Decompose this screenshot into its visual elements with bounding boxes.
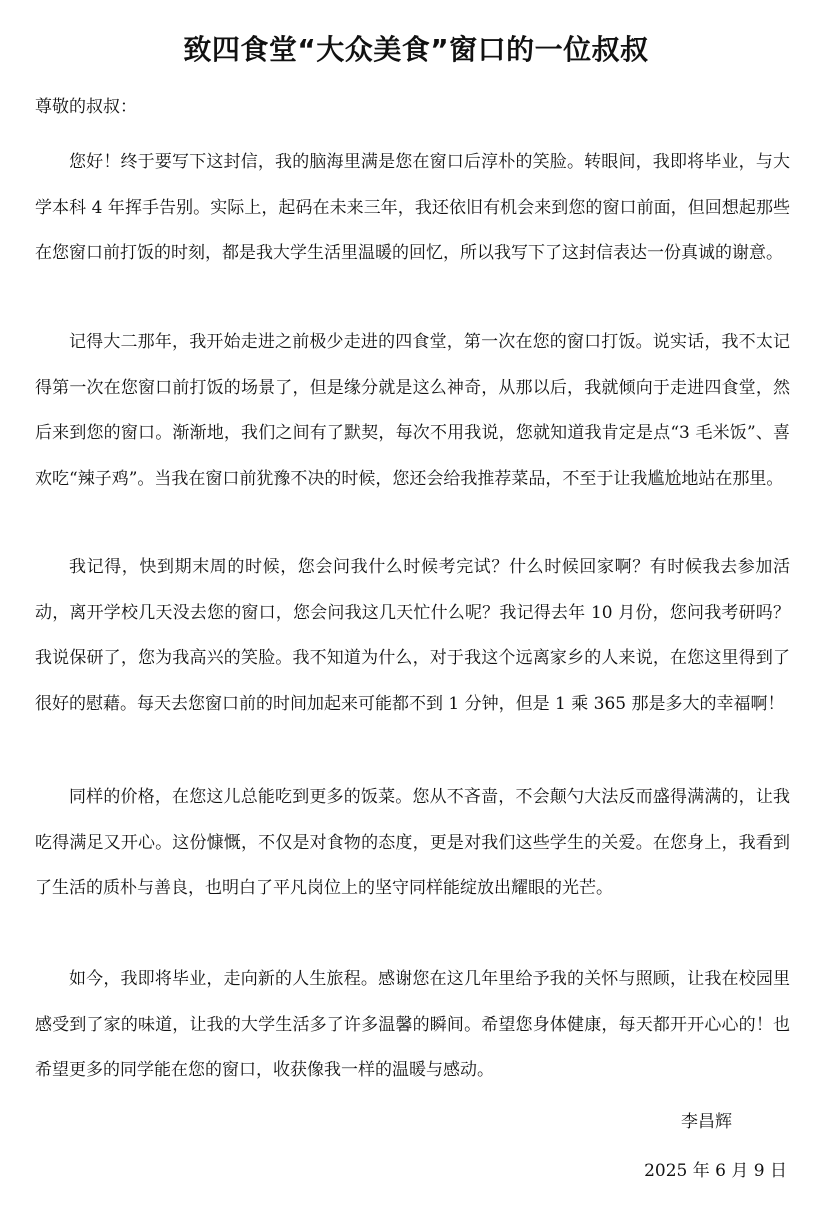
letter-date: 2025 年 6 月 9 日 xyxy=(644,1161,787,1181)
paragraph-generosity: 同样的价格，在您这儿总能吃到更多的饭菜。您从不吝啬，不会颠勺大法反而盛得满满的，让我吃得满足又开心。这份慷慨，不仅是对食物的态度，更是对我们这些学生的关爱。在您身上，我看到了生活的质朴与善良，也明白了平凡岗位上的坚守同样能绽放出耀眼的光芒。 xyxy=(35,787,790,899)
letter-title: 致四食堂“大众美食”窗口的一位叔叔 xyxy=(183,33,649,66)
paragraph-care: 我记得，快到期末周的时候，您会问我什么时候考完试？什么时候回家啊？有时候我去参加活动，离开学校几天没去您的窗口，您会问我这几天忙什么呢？我记得去年 10 月份，您问我考研吗？我说保研了，您为我高兴的笑脸。我不知道为什么，对于我这个远离家乡的人来说，在您这里得到了很好的慰藉。每天去您窗口前的时间加起来可能都不到 1 分钟，但是 1 乘 365 那是多大的幸福啊！ xyxy=(35,557,790,715)
paragraph-greeting: 您好！终于要写下这封信，我的脑海里满是您在窗口后淳朴的笑脸。转眼间，我即将毕业，与大学本科 4 年挥手告别。实际上，起码在未来三年，我还依旧有机会来到您的窗口前面，但回想起那些在您窗口前打饭的时刻，都是我大学生活里温暖的回忆，所以我写下了这封信表达一份真诚的谢意。 xyxy=(35,152,790,264)
salutation: 尊敬的叔叔： xyxy=(35,97,137,117)
paragraph-memory: 记得大二那年，我开始走进之前极少走进的四食堂，第一次在您的窗口打饭。说实话，我不太记得第一次在您窗口前打饭的场景了，但是缘分就是这么神奇，从那以后，我就倾向于走进四食堂，然后来到您的窗口。渐渐地，我们之间有了默契，每次不用我说，您就知道我肯定是点“3 毛米饭”、喜欢吃“辣子鸡”。当我在窗口前犹豫不决的时候，您还会给我推荐菜品，不至于让我尴尬地站在那里。 xyxy=(35,332,790,490)
paragraph-farewell: 如今，我即将毕业，走向新的人生旅程。感谢您在这几年里给予我的关怀与照顾，让我在校园里感受到了家的味道，让我的大学生活多了许多温馨的瞬间。希望您身体健康，每天都开开心心的！也希望更多的同学能在您的窗口，收获像我一样的温暖与感动。 xyxy=(35,969,790,1081)
signature: 李昌辉 xyxy=(681,1112,732,1132)
